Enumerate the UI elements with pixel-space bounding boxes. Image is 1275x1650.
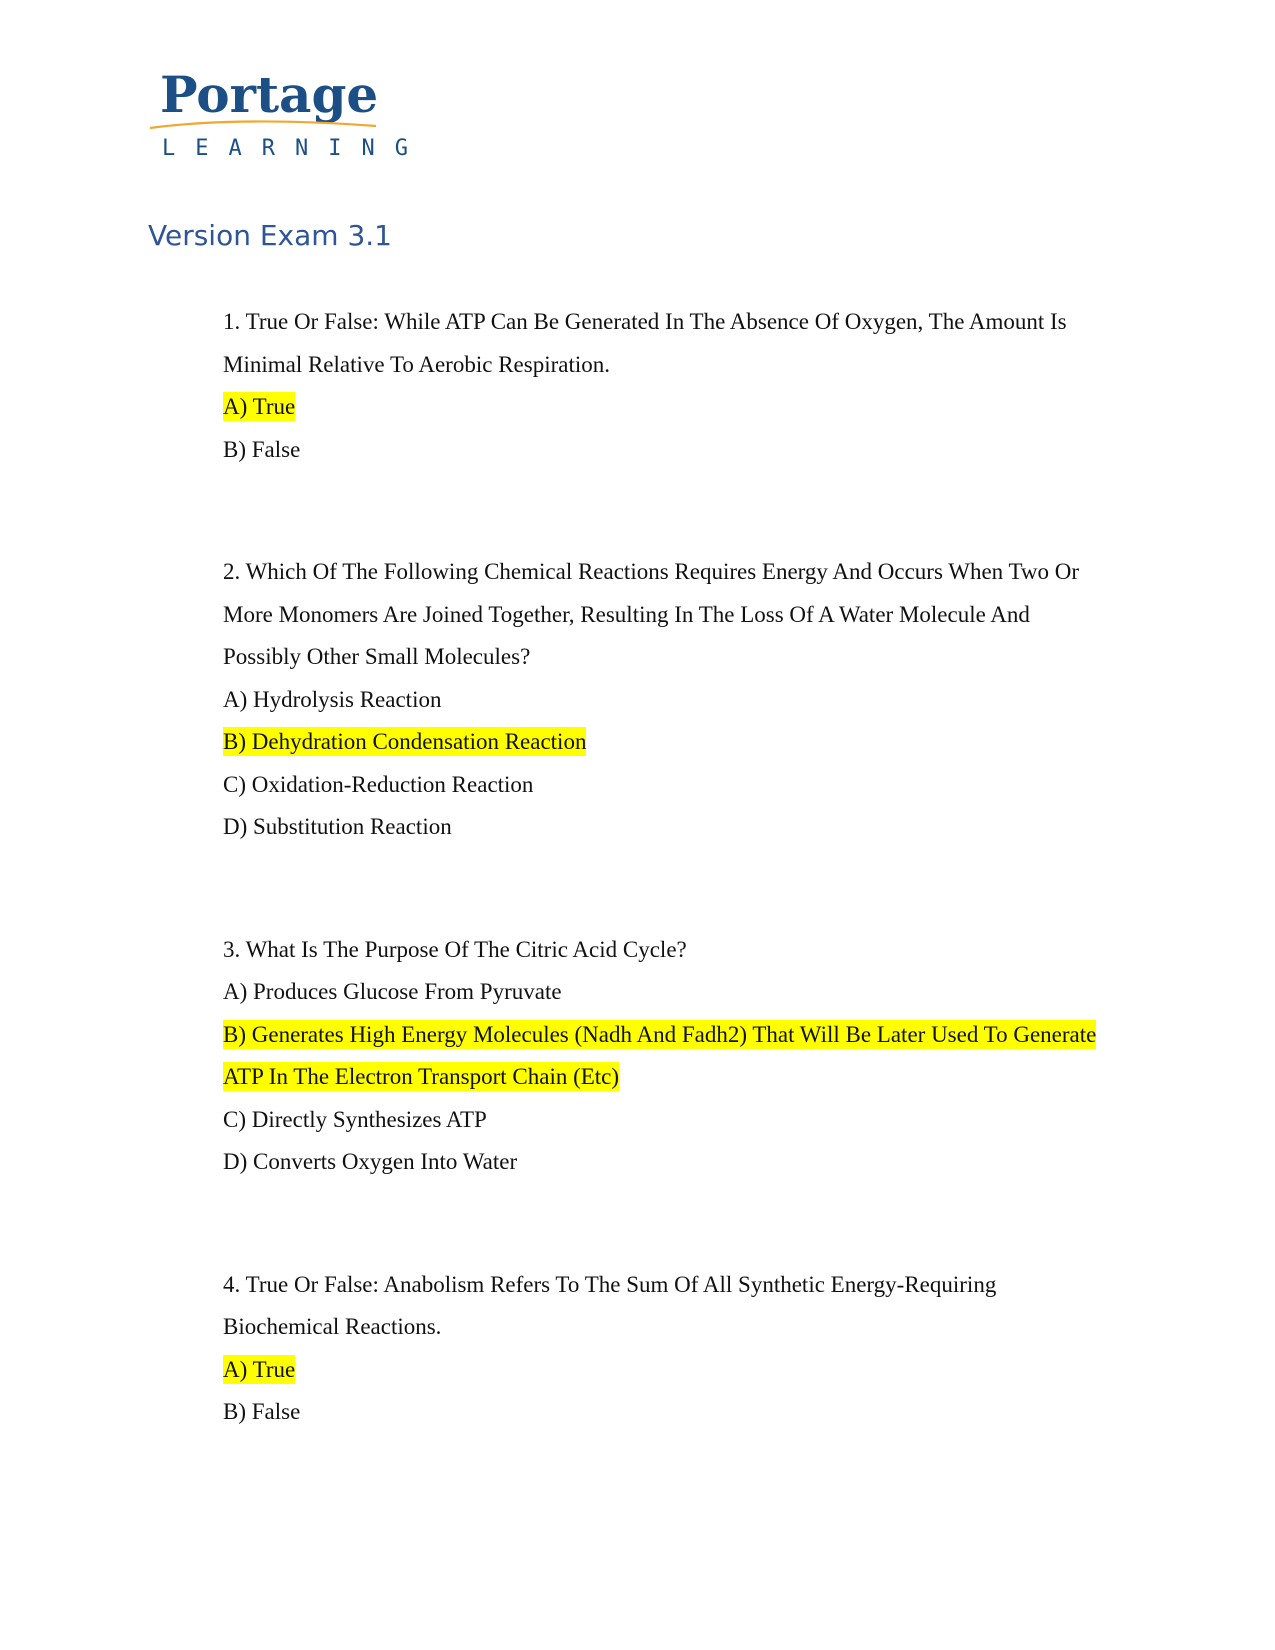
question-3 bbox=[223, 929, 1103, 1184]
answer-option bbox=[223, 1391, 1103, 1434]
logo-wordmark: Portage bbox=[160, 65, 379, 124]
exam-version-heading: Version Exam 3.1 bbox=[148, 219, 392, 252]
option-label: A) True bbox=[223, 1356, 296, 1382]
answer-option-correct bbox=[223, 386, 1103, 429]
answer-option bbox=[223, 764, 1103, 807]
answer-option-correct bbox=[223, 721, 1103, 764]
question-text: 3. What Is The Purpose Of The Citric Acid Cycle? bbox=[223, 936, 687, 962]
option-label: B) Generates High Energy Molecules (Nadh And Fadh2) That Will Be Later Used To Generate ATP In The Electron Transport Chain (Etc) bbox=[223, 1021, 1097, 1089]
question-text: 2. Which Of The Following Chemical Reactions Requires Energy And Occurs When Two Or More Monomers Are Joined Together, Resulting In The Loss Of A Water Molecule And Possibly Other Small Molecules? bbox=[223, 559, 1080, 669]
answer-option bbox=[223, 429, 1103, 472]
logo-swoosh bbox=[148, 114, 378, 136]
option-label: B) Dehydration Condensation Reaction bbox=[223, 729, 587, 754]
question-1 bbox=[223, 301, 1103, 471]
answer-option bbox=[223, 1141, 1103, 1184]
question-text: 4. True Or False: Anabolism Refers To The Sum Of All Synthetic Energy-Requiring Biochemical Reactions. bbox=[223, 1271, 997, 1339]
answer-option-correct bbox=[223, 1014, 1103, 1099]
option-label: A) Produces Glucose From Pyruvate bbox=[223, 979, 562, 1004]
option-label: C) Directly Synthesizes ATP bbox=[223, 1106, 487, 1132]
question-text: 1. True Or False: While ATP Can Be Generated In The Absence Of Oxygen, The Amount Is Minimal Relative To Aerobic Respiration. bbox=[223, 309, 1067, 377]
answer-option-correct bbox=[223, 1349, 1103, 1392]
answer-option bbox=[223, 806, 1103, 849]
option-label: B) False bbox=[223, 1399, 301, 1424]
answer-option bbox=[223, 1099, 1103, 1142]
portage-learning-logo bbox=[148, 65, 428, 161]
option-label: D) Substitution Reaction bbox=[223, 814, 452, 839]
question-list bbox=[223, 301, 1103, 1514]
question-2 bbox=[223, 551, 1103, 849]
answer-option bbox=[223, 679, 1103, 722]
logo-subtitle: LEARNING bbox=[162, 136, 428, 161]
answer-option bbox=[223, 971, 1103, 1014]
option-label: A) Hydrolysis Reaction bbox=[223, 686, 442, 712]
option-label: C) Oxidation-Reduction Reaction bbox=[223, 771, 534, 797]
option-label: A) True bbox=[223, 394, 296, 419]
option-label: B) False bbox=[223, 436, 301, 462]
question-4 bbox=[223, 1264, 1103, 1434]
option-label: D) Converts Oxygen Into Water bbox=[223, 1149, 518, 1174]
